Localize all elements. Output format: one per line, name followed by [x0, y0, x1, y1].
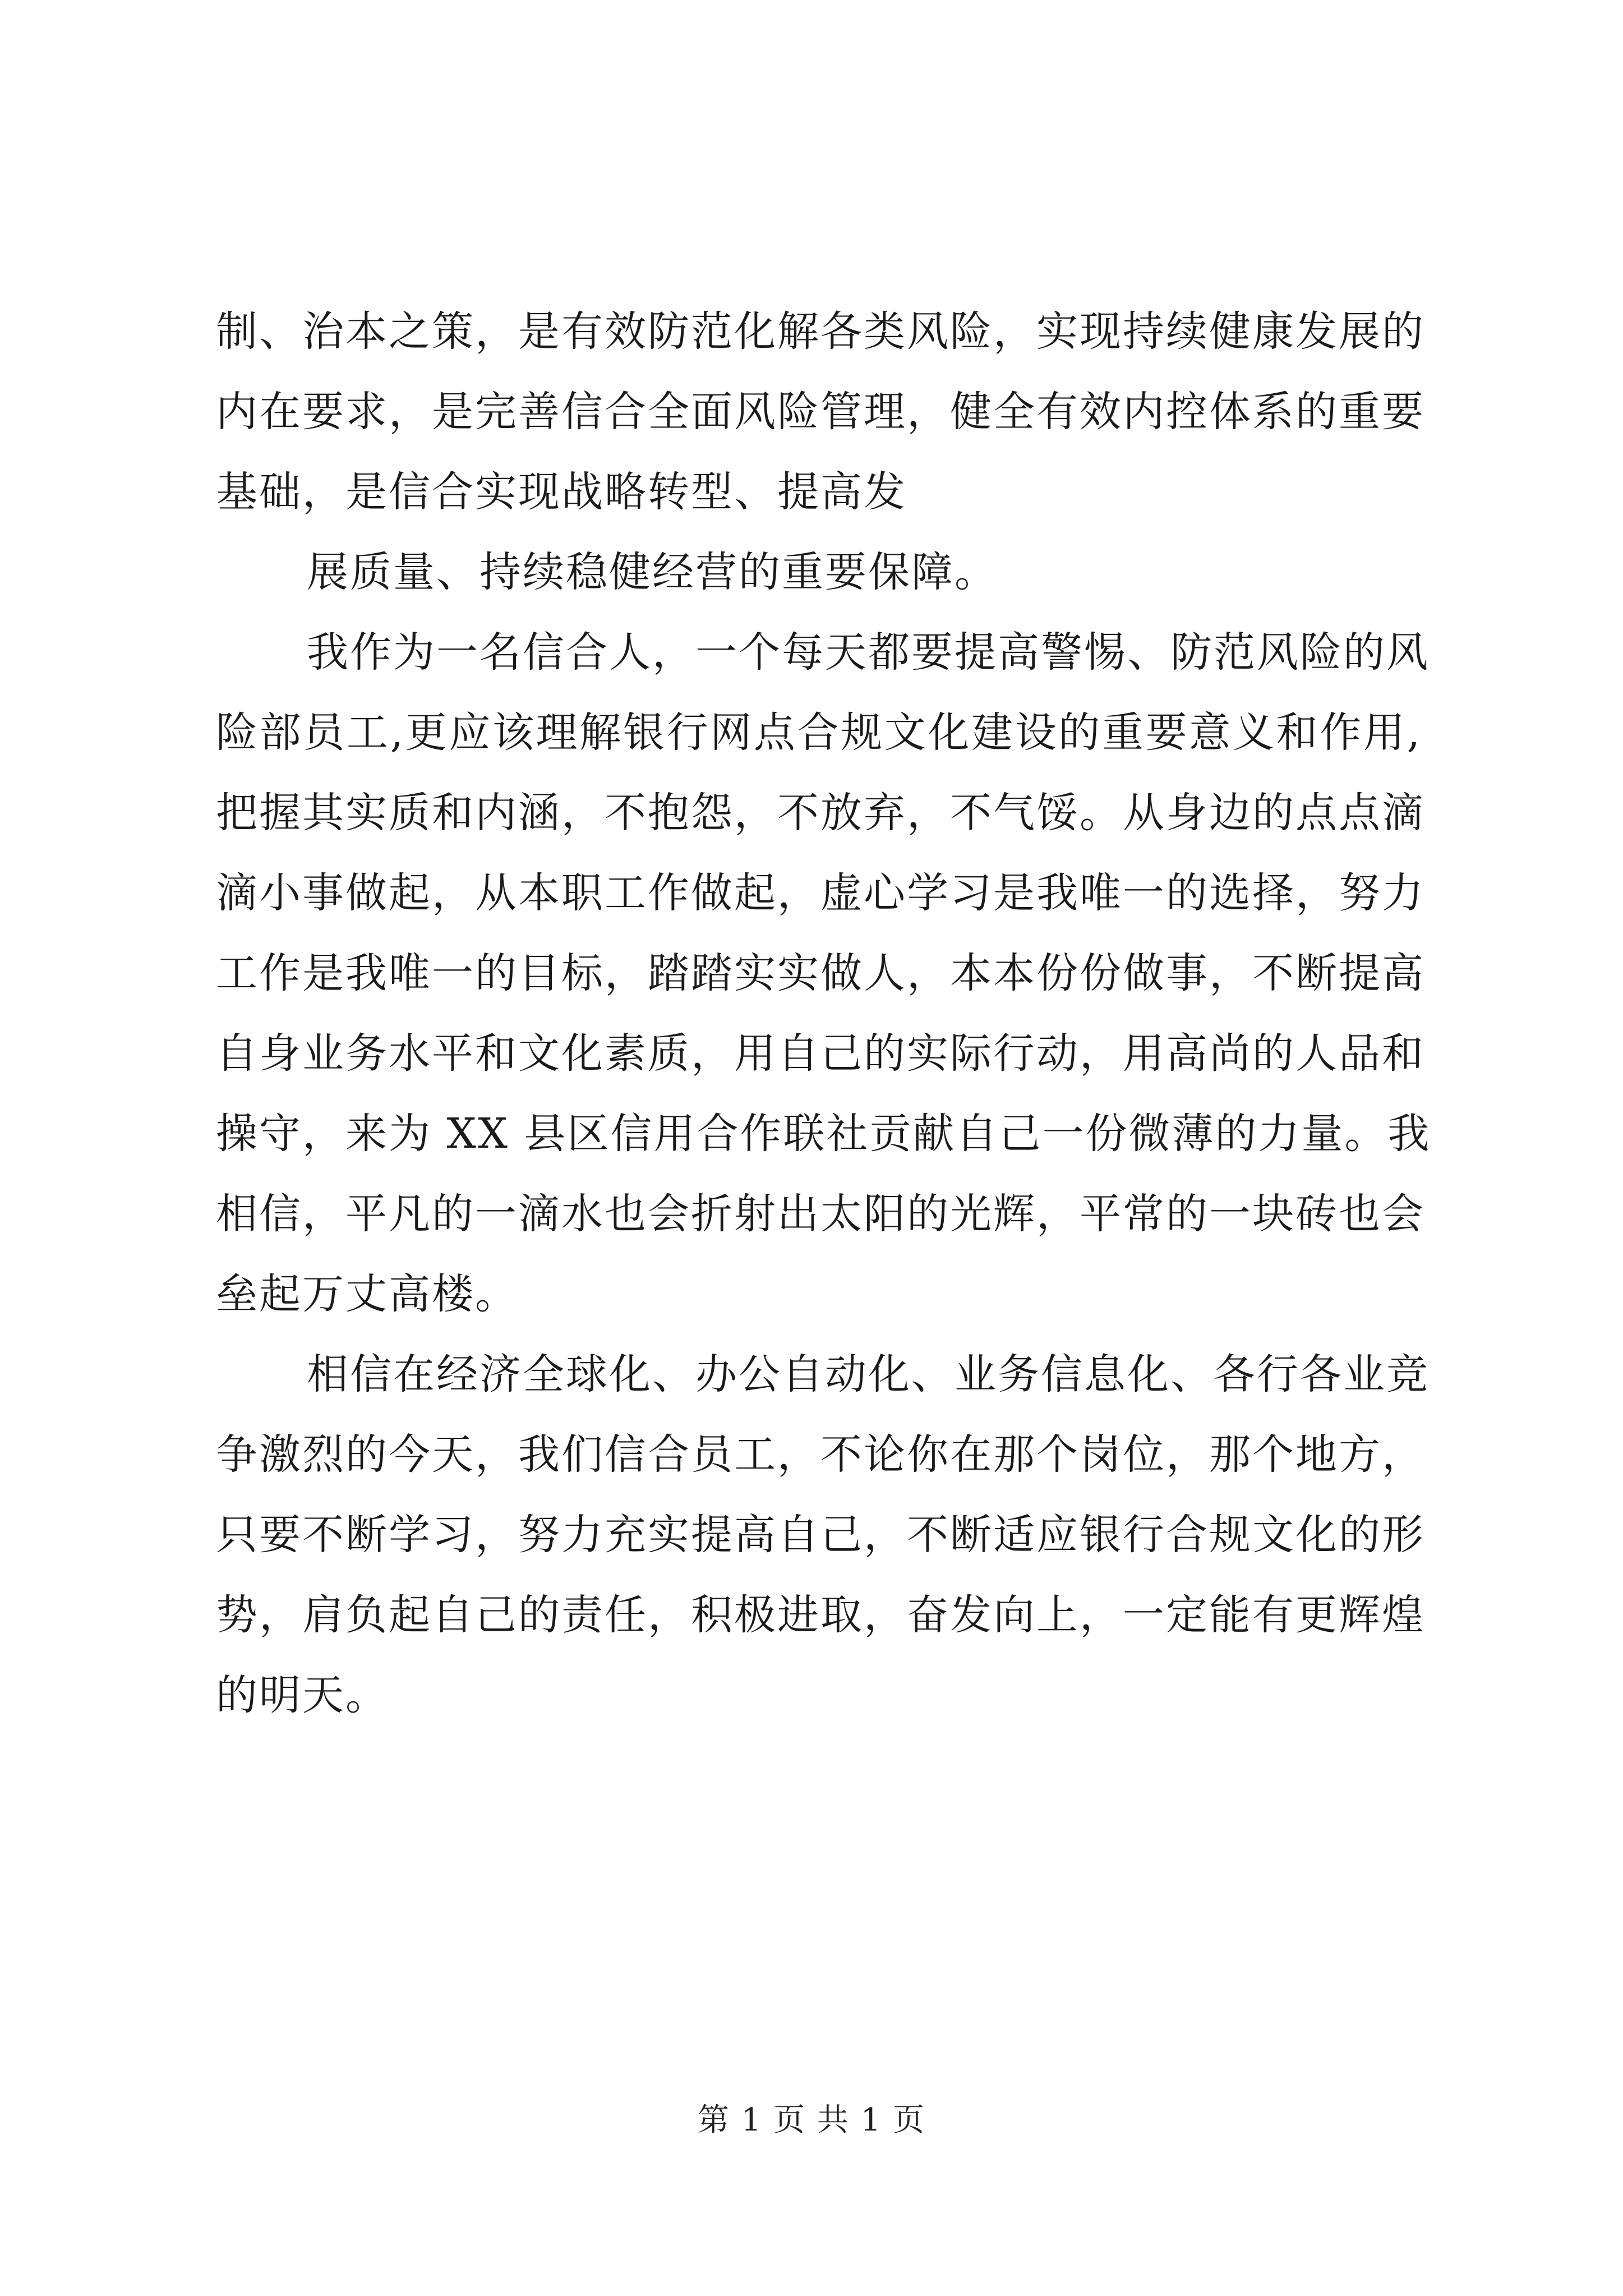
text-line: 相信在经济全球化、办公自动化、业务信息化、各行各业竞 [307, 1350, 1430, 1398]
text-line: 内在要求，是完善信合全面风险管理，健全有效内控体系的重要 [216, 388, 1425, 436]
text-line: 基础，是信合实现战略转型、提高发 [216, 468, 907, 516]
text-line: 争激烈的今天，我们信合员工，不论你在那个岗位，那个地方， [216, 1430, 1425, 1479]
text-line: 把握其实质和内涵，不抱怨，不放弃，不气馁。从身边的点点滴 [216, 789, 1425, 837]
paragraph-1 [216, 292, 1425, 532]
text-line: 操守，来为 XX 县区信用合作联社贡献自己一份微薄的力量。我 [216, 1110, 1431, 1158]
text-line: 只要不断学习，努力充实提高自己，不断适应银行合规文化的形 [216, 1511, 1425, 1559]
paragraph-4 [216, 1335, 1430, 1736]
text-line: 滴小事做起，从本职工作做起，虚心学习是我唯一的选择，努力 [216, 869, 1425, 917]
text-line: 展质量、持续稳健经营的重要保障。 [307, 548, 998, 596]
page-number-footer: 第 1 页 共 1 页 [697, 2102, 926, 2138]
text-line: 的明天。 [216, 1671, 389, 1719]
text-line: 我作为一名信合人，一个每天都要提高警惕、防范风险的风 [307, 628, 1430, 677]
text-line: 险部员工,更应该理解银行网点合规文化建设的重要意义和作用, [216, 708, 1422, 757]
paragraph-2 [216, 532, 1422, 613]
text-line: 工作是我唯一的目标，踏踏实实做人，本本份份做事，不断提高 [216, 949, 1425, 997]
document-body [216, 292, 1431, 1736]
text-line: 制、治本之策，是有效防范化解各类风险，实现持续健康发展的 [216, 307, 1425, 356]
text-line: 势，肩负起自己的责任，积极进取，奋发向上，一定能有更辉煌 [216, 1591, 1425, 1639]
paragraph-3 [216, 613, 1431, 1335]
text-line: 相信，平凡的一滴水也会折射出太阳的光辉，平常的一块砖也会 [216, 1190, 1425, 1238]
text-line: 垒起万丈高楼。 [216, 1270, 518, 1318]
text-line: 自身业务水平和文化素质，用自己的实际行动，用高尚的人品和 [216, 1029, 1425, 1078]
